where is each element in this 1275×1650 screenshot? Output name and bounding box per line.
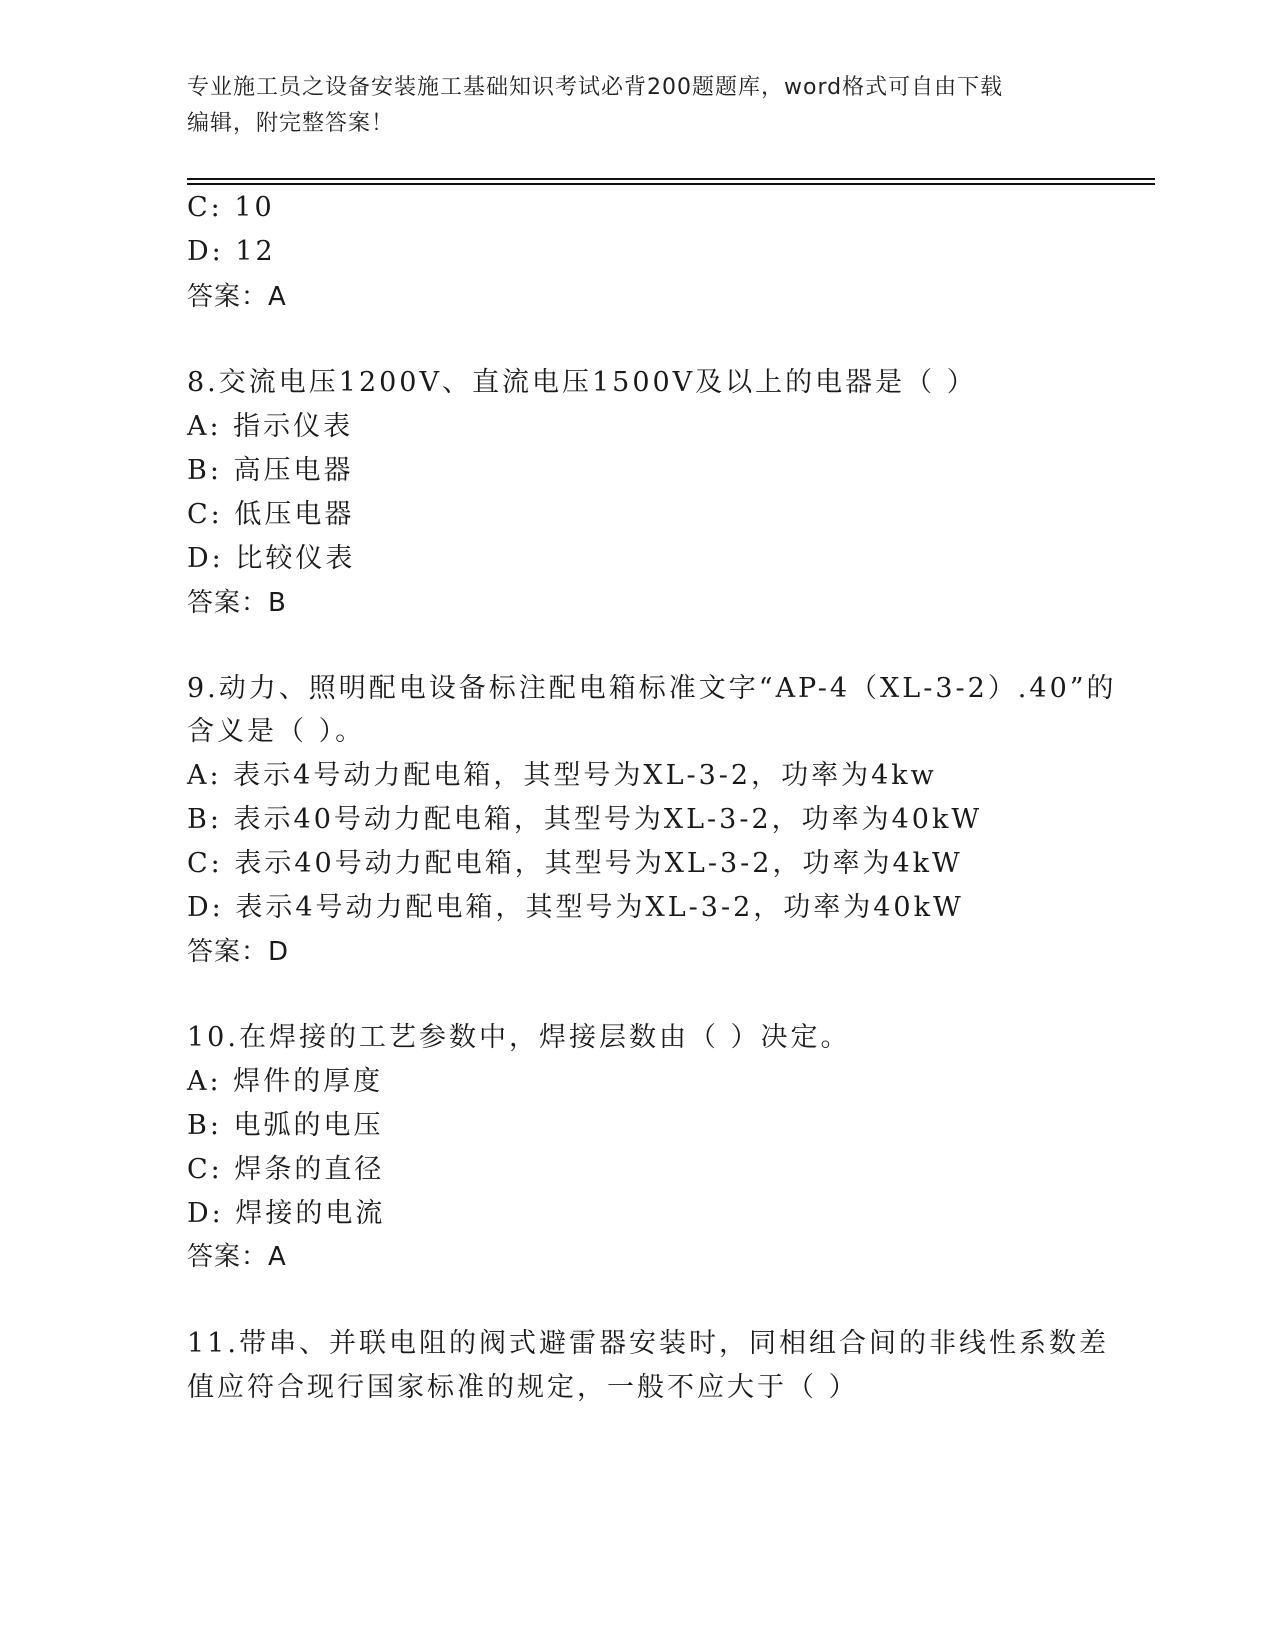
q9-option-b: B: 表示40号动力配电箱，其型号为XL-3-2，功率为40kW: [187, 804, 983, 835]
q10-stem: 10.在焊接的工艺参数中，焊接层数由（ ）决定。: [187, 1022, 851, 1053]
q7-answer: 答案：A: [187, 282, 287, 312]
q8-stem: 8.交流电压1200V、直流电压1500V及以上的电器是（ ）: [187, 367, 977, 398]
q9-answer: 答案：D: [187, 937, 290, 967]
header-divider-bottom: [187, 183, 1155, 185]
q7-option-c: C: 10: [187, 192, 275, 223]
header-title-line-1: 专业施工员之设备安装施工基础知识考试必背200题题库，word格式可自由下载: [187, 75, 1004, 100]
document-header: [187, 70, 1087, 142]
q8-option-a: A: 指示仪表: [187, 411, 354, 442]
q10-answer: 答案：A: [187, 1242, 287, 1272]
q8-option-b: B: 高压电器: [187, 455, 354, 486]
q9-stem-line-1: 9.动力、照明配电设备标注配电箱标准文字“AP-4（XL-3-2）.40”的: [187, 673, 1117, 704]
q11-stem-line-1: 11.带串、并联电阻的阀式避雷器安装时，同相组合间的非线性系数差: [187, 1328, 1109, 1359]
q9-option-a: A: 表示4号动力配电箱，其型号为XL-3-2，功率为4kw: [187, 760, 937, 791]
q9-stem-line-2: 含义是（ ）。: [187, 716, 366, 747]
header-title-line-2: 编辑，附完整答案！: [187, 111, 395, 136]
header-divider-top: [187, 178, 1155, 180]
q8-option-d: D: 比较仪表: [187, 543, 356, 574]
q9-option-c: C: 表示40号动力配电箱，其型号为XL-3-2，功率为4kW: [187, 848, 963, 879]
q9-option-d: D: 表示4号动力配电箱，其型号为XL-3-2，功率为40kW: [187, 892, 964, 923]
q11-stem-line-2: 值应符合现行国家标准的规定，一般不应大于（ ）: [187, 1372, 859, 1403]
q10-option-b: B: 电弧的电压: [187, 1110, 384, 1141]
q10-option-c: C: 焊条的直径: [187, 1154, 385, 1185]
q10-option-d: D: 焊接的电流: [187, 1198, 386, 1229]
q8-answer: 答案：B: [187, 588, 287, 618]
q7-option-d: D: 12: [187, 236, 276, 267]
q10-option-a: A: 焊件的厚度: [187, 1066, 384, 1097]
q8-option-c: C: 低压电器: [187, 499, 355, 530]
